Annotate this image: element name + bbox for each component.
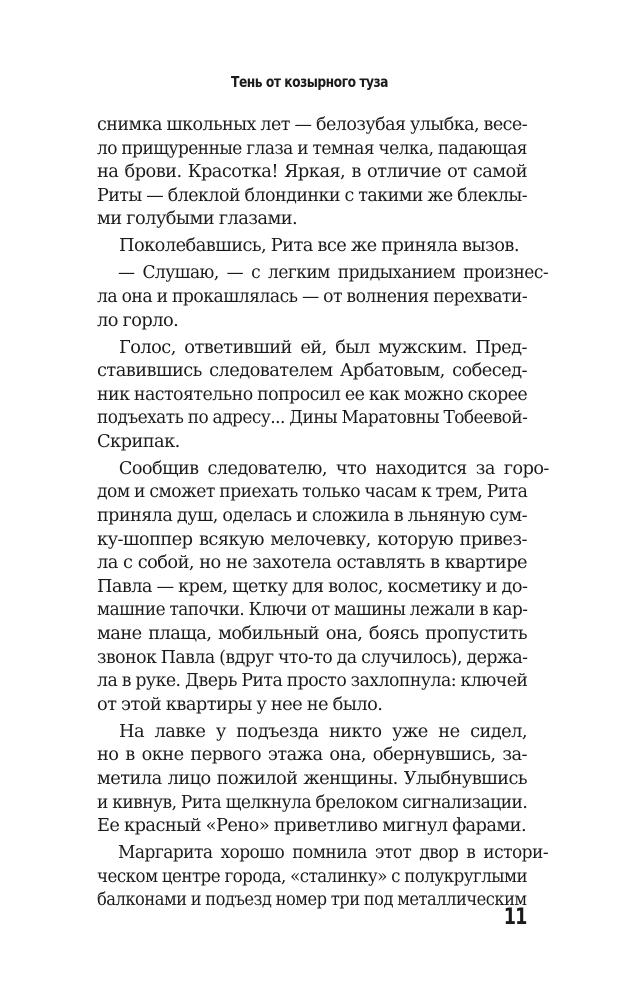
text-line: ческом центре города, «сталинку» с полукруглыми bbox=[97, 865, 528, 887]
text-line: и кивнув, Рита щелкнула брелоком сигнализации. bbox=[97, 791, 528, 813]
text-line: приняла душ, оделась и сложила в льняную сум- bbox=[97, 505, 527, 527]
text-line: ку-шоппер всякую мелочевку, которую привез- bbox=[97, 528, 527, 550]
text-line: Поколебавшись, Рита все же приняла вызов. bbox=[119, 235, 519, 257]
text-line: ла в руке. Дверь Рита просто захлопнула: ключей bbox=[97, 670, 528, 692]
paragraph bbox=[97, 113, 527, 231]
text-line: ми голубыми глазами. bbox=[97, 208, 298, 230]
text-line: но в окне первого этажа она, обернувшись, за- bbox=[97, 744, 527, 766]
text-line: Риты — блеклой блондинки с такими же блеклы- bbox=[97, 184, 528, 206]
paragraph bbox=[97, 261, 549, 332]
text-line: Маргарита хорошо помнила этот двор в истори- bbox=[118, 842, 549, 864]
page-number: 11 bbox=[504, 905, 527, 930]
text-line: — Слушаю, — с легким придыханием произнес- bbox=[118, 262, 549, 284]
text-line: ло прищуренные глаза и темная челка, падающая bbox=[97, 137, 527, 159]
paragraph bbox=[97, 234, 527, 258]
text-line: На лавке у подъезда никто уже не сидел, bbox=[119, 720, 527, 742]
paragraph bbox=[97, 336, 527, 454]
text-line: Ее красный «Рено» приветливо мигнул фарами. bbox=[97, 815, 527, 837]
text-line: ник настоятельно попросил ее как можно скорее bbox=[97, 383, 528, 405]
text-line: от этой квартиры у нее не было. bbox=[97, 693, 383, 715]
text-line: мане плаща, мобильный она, боясь пропустить bbox=[97, 623, 527, 645]
paragraph bbox=[97, 841, 549, 912]
text-line: метила лицо пожилой женщины. Улыбнувшись bbox=[97, 767, 527, 789]
text-line: Голос, ответивший ей, был мужским. Пред- bbox=[119, 336, 527, 358]
text-line: ло горло. bbox=[97, 309, 179, 331]
text-line: Сообщив следователю, что находится за горо- bbox=[118, 457, 549, 479]
text-line: ла с собой, но не захотела оставлять в квартире bbox=[97, 552, 527, 574]
text-line: подъехать по адресу... Дины Маратовны Тобеевой- bbox=[97, 407, 528, 429]
text-line: Павла — крем, щетку для волос, косметику и до- bbox=[97, 575, 528, 597]
text-line: снимка школьных лет — белозубая улыбка, весе- bbox=[97, 114, 528, 135]
text-line: балконами и подъезд номер три под металлическим bbox=[97, 889, 527, 911]
text-line: ставившись следователем Арбатовым, собесед- bbox=[97, 360, 527, 382]
text-line: Скрипак. bbox=[97, 430, 180, 452]
running-title: Тень от козырного туза bbox=[231, 73, 388, 91]
paragraph bbox=[97, 720, 527, 838]
text-line: на брови. Красотка! Яркая, в отличие от самой bbox=[97, 161, 527, 183]
text-line: ла она и прокашлялась — от волнения перехвати- bbox=[97, 285, 528, 307]
paragraph bbox=[97, 457, 549, 717]
text-line: машние тапочки. Ключи от машины лежали в кар- bbox=[97, 599, 528, 621]
text-line: звонок Павла (вдруг что-то да случилось), держа- bbox=[97, 646, 528, 668]
body-text bbox=[97, 113, 549, 912]
text-line: дом и сможет приехать только часам к трем, Рита bbox=[97, 481, 528, 503]
